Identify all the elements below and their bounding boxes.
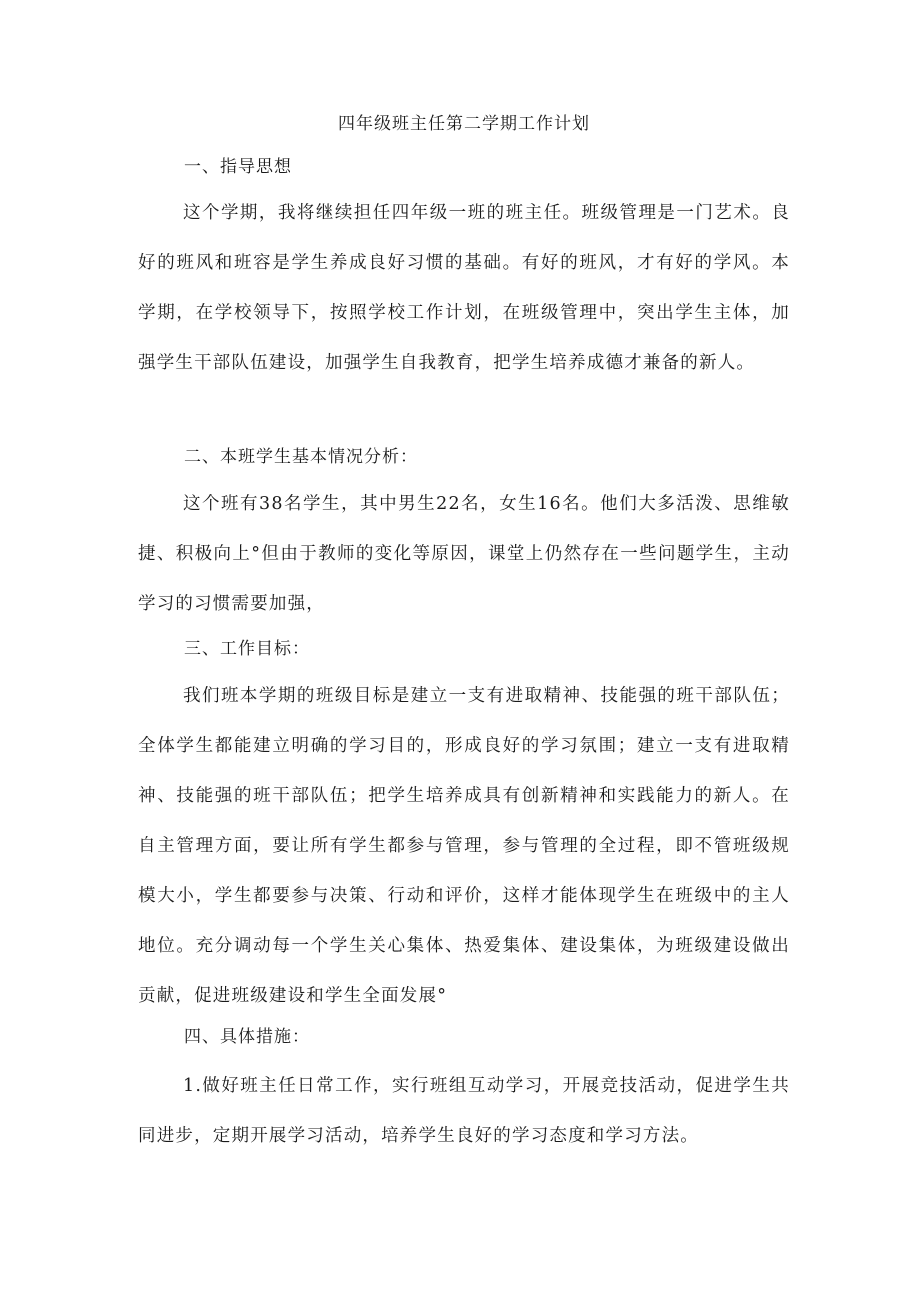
section-heading-class-analysis: 二、本班学生基本情况分析：	[184, 447, 418, 467]
section-body-work-goals: 我们班本学期的班级目标是建立一支有进取精神、技能强的班干部队伍；全体学生都能建立明确的学习目的，形成良好的学习氛围；建立一支有进取精神、技能强的班干部队伍；把学生培养成具有创新精神和实践能力的新人。在自主管理方面，要让所有学生都参与管理，参与管理的全过程，即不管班级规模大小，学生都要参与决策、行动和评价，这样才能体现学生在班级中的主人地位。充分调动每一个学生关心集体、热爱集体、建设集体，为班级建设做出贡献，促进班级建设和学生全面发展°	[138, 686, 790, 1006]
document-title: 四年级班主任第二学期工作计划	[338, 114, 590, 134]
section-heading-guiding-thought: 一、指导思想	[184, 157, 292, 177]
section-body-class-analysis: 这个班有38名学生，其中男生22名，女生16名。他们大多活泼、思维敏捷、积极向上°但由于教师的变化等原因，课堂上仍然存在一些问题学生，主动学习的习惯需要加强，	[138, 494, 790, 614]
section-heading-work-goals: 三、工作目标：	[184, 639, 310, 659]
section-body-measures: 1.做好班主任日常工作，实行班组互动学习，开展竞技活动，促进学生共同进步，定期开展学习活动，培养学生良好的学习态度和学习方法。	[138, 1076, 790, 1146]
section-body-guiding-thought: 这个学期，我将继续担任四年级一班的班主任。班级管理是一门艺术。良好的班风和班容是学生养成良好习惯的基础。有好的班风，才有好的学风。本学期，在学校领导下，按照学校工作计划，在班级管理中，突出学生主体，加强学生干部队伍建设，加强学生自我教育，把学生培养成德才兼备的新人。	[138, 203, 790, 373]
section-heading-measures: 四、具体措施：	[184, 1027, 310, 1047]
